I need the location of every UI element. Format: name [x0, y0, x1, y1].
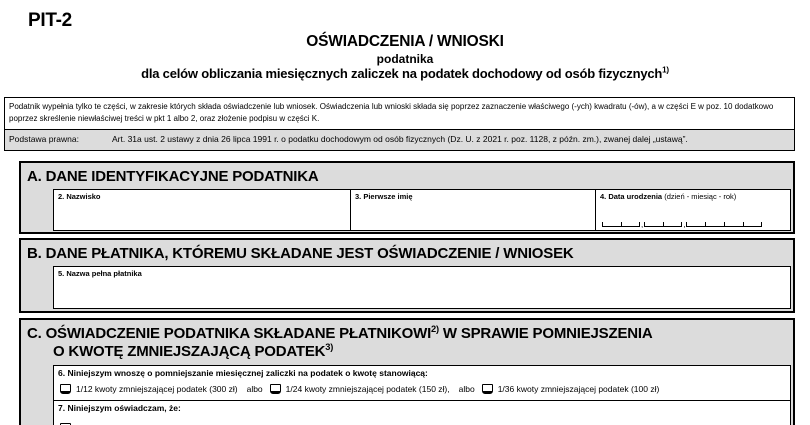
legal-basis-row: [5, 129, 794, 150]
section-a-title: A. DANE IDENTYFIKACYJNE PODATNIKA: [27, 168, 319, 185]
option-separator: albo: [458, 383, 475, 394]
date-separator: ,: [641, 220, 644, 230]
form-subtitle: podatnika: [376, 52, 434, 66]
field-nazwisko-label: 2. Nazwisko: [58, 192, 101, 202]
field-7-option-row-clipped: [60, 420, 786, 425]
field-data-urodzenia-label-text: 4. Data urodzenia: [600, 192, 663, 202]
section-c-title-line2: [53, 343, 789, 361]
option-1-36-label: 1/36 kwoty zmniejszającej podatek (100 zł): [497, 383, 660, 394]
field-nazwa-platnika-label: 5. Nazwa pełna płatnika: [58, 269, 142, 279]
date-month-cells[interactable]: [644, 222, 682, 227]
section-c-title: [21, 320, 793, 365]
legal-basis-text: Art. 31a ust. 2 ustawy z dnia 26 lipca 1991 r. o podatku dochodowym od osób fizycznych (Dz. U. z 2021 r. poz. 1128, z późn. zm.), zwanej dalej „ustawą”.: [112, 133, 688, 144]
section-b: [19, 238, 795, 313]
filling-instructions: Podatnik wypełnia tylko te części, w zakresie których składa oświadczenie lub wniosek. Oświadczenia lub wnioski składa się poprzez zaznaczenie właściwego (-ych) kwadratu (-ów), a w części E w poz. 10 dodatkowo poprzez skreślenie niewłaściwej treści w pkt 1 albo 2, oraz złożenie podpisu w części K.: [5, 98, 794, 129]
field-6-options: [60, 384, 786, 394]
field-data-urodzenia-hint: (dzień - miesiąc - rok): [664, 192, 737, 202]
section-b-title: B. DANE PŁATNIKA, KTÓREMU SKŁADANE JEST OŚWIADCZENIE / WNIOSEK: [27, 245, 574, 262]
section-c-title-line2-text: O KWOTĘ ZMNIEJSZAJĄCĄ PODATEK: [53, 343, 326, 361]
field-pierwsze-imie[interactable]: [350, 189, 596, 231]
option-separator: albo: [246, 383, 263, 394]
form-code: PIT-2: [28, 10, 72, 31]
field-data-urodzenia[interactable]: [595, 189, 791, 231]
option-1-12-label: 1/12 kwoty zmniejszającej podatek (300 zł): [76, 383, 238, 394]
date-day-cells[interactable]: [602, 222, 640, 227]
date-separator: ,: [683, 220, 686, 230]
section-b-fields: [53, 266, 791, 309]
section-a: [19, 161, 795, 234]
checkbox-1-12[interactable]: [60, 384, 71, 394]
section-a-fields: [53, 189, 791, 231]
field-7: [53, 401, 791, 425]
form-title: OŚWIADCZENIA / WNIOSKI: [306, 33, 504, 50]
field-nazwa-platnika[interactable]: [53, 266, 791, 309]
field-nazwisko[interactable]: [53, 189, 351, 231]
footnote-2: 2): [431, 324, 439, 334]
field-6: [53, 365, 791, 401]
form-subtitle2: [0, 66, 810, 81]
section-c-title-part1: C. OŚWIADCZENIE PODATNIKA SKŁADANE PŁATNIKOWI: [27, 325, 432, 342]
form-subtitle2-text: dla celów obliczania miesięcznych zaliczek na podatek dochodowy od osób fizycznych: [141, 66, 663, 81]
footnote-1: 1): [662, 65, 669, 75]
field-6-label: 6. Niniejszym wnoszę o pomniejszanie miesięcznej zaliczki na podatek o kwotę stanowiącą:: [58, 367, 428, 378]
section-c-title-part2: W SPRAWIE POMNIEJSZENIA: [438, 325, 653, 342]
option-1-24-label: 1/24 kwoty zmniejszającej podatek (150 zł),: [285, 383, 450, 394]
section-c: [19, 318, 795, 425]
checkbox-1-24[interactable]: [270, 384, 281, 394]
legal-basis-label: Podstawa prawna:: [9, 133, 79, 144]
footnote-3: 3): [325, 342, 334, 353]
field-7-label: 7. Niniejszym oświadczam, że:: [58, 402, 181, 413]
instructions-box: [4, 97, 795, 151]
checkbox-1-36[interactable]: [482, 384, 493, 394]
field-data-urodzenia-label: [600, 192, 786, 201]
date-entry-cells[interactable]: [602, 220, 785, 230]
field-pierwsze-imie-label: 3. Pierwsze imię: [355, 192, 413, 202]
date-year-cells[interactable]: [686, 222, 762, 227]
